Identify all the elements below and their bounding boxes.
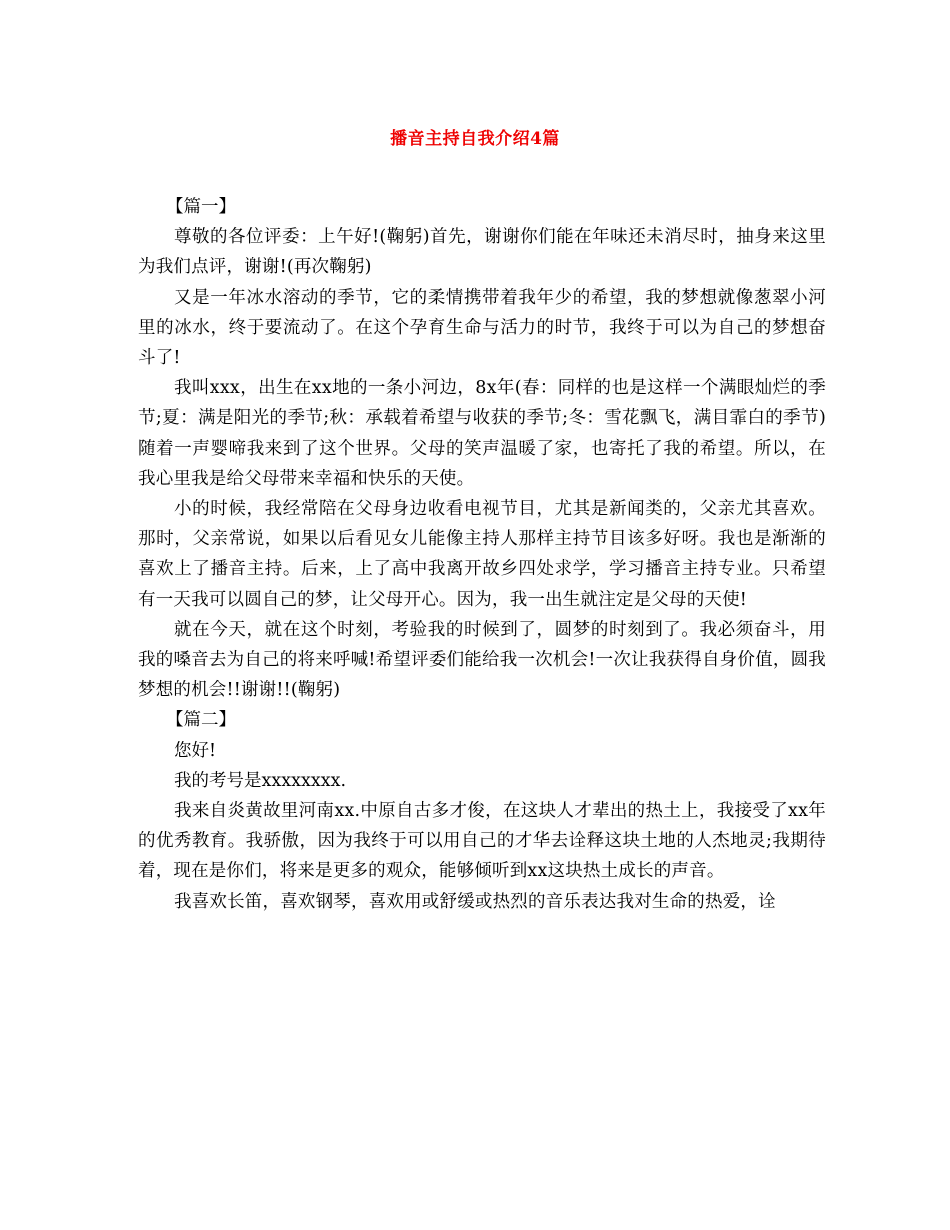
section-heading: 【篇二】 — [166, 710, 236, 731]
paragraph: 又是一年冰水溶动的季节，它的柔情携带着我年少的希望，我的梦想就像葱翠小河里的冰水，终于要流动了。在这个孕育生命与活力的时节，我终于可以为自己的梦想奋斗了! — [138, 287, 826, 369]
paragraph: 小的时候，我经常陪在父母身边收看电视节目，尤其是新闻类的，父亲尤其喜欢。那时，父亲常说，如果以后看见女儿能像主持人那样主持节目该多好呀。我也是渐渐的喜欢上了播音主持。后来，上了高中我离开故乡四处求学，学习播音主持专业。只希望有一天我可以圆自己的梦，让父母开心。因为，我一出生就注定是父母的天使! — [138, 499, 826, 610]
greeting-line: 您好! — [174, 740, 217, 761]
paragraph: 尊敬的各位评委：上午好!(鞠躬)首先，谢谢你们能在年味还未消尽时，抽身来这里为我们点评，谢谢!(再次鞠躬) — [138, 227, 826, 278]
document-body — [138, 192, 826, 917]
paragraph: 我叫xxx，出生在xx地的一条小河边，8x年(春：同样的也是这样一个满眼灿烂的季节;夏：满是阳光的季节;秋：承载着希望与收获的季节;冬：雪花飘飞，满目霏白的季节)随着一声婴啼我来到了这个世界。父母的笑声温暖了家，也寄托了我的希望。所以，在我心里我是给父母带来幸福和快乐的天使。 — [138, 378, 826, 489]
paragraph: 我喜欢长笛，喜欢钢琴，喜欢用或舒缓或热烈的音乐表达我对生命的热爱，诠 — [174, 891, 776, 912]
paragraph: 我来自炎黄故里河南xx.中原自古多才俊，在这块人才辈出的热土上，我接受了xx年的优秀教育。我骄傲，因为我终于可以用自己的才华去诠释这块土地的人杰地灵;我期待着，现在是你们，将来是更多的观众，能够倾听到xx这块热土成长的声音。 — [138, 801, 826, 882]
exam-number-line: 我的考号是xxxxxxxx. — [174, 770, 347, 791]
paragraph: 就在今天，就在这个时刻，考验我的时候到了，圆梦的时刻到了。我必须奋斗，用我的嗓音去为自己的将来呼喊!希望评委们能给我一次机会!一次让我获得自身价值，圆我梦想的机会!!谢谢!!(鞠躬) — [138, 619, 826, 701]
document-title: 播音主持自我介绍4篇 — [390, 129, 560, 149]
section-heading: 【篇一】 — [166, 197, 236, 217]
